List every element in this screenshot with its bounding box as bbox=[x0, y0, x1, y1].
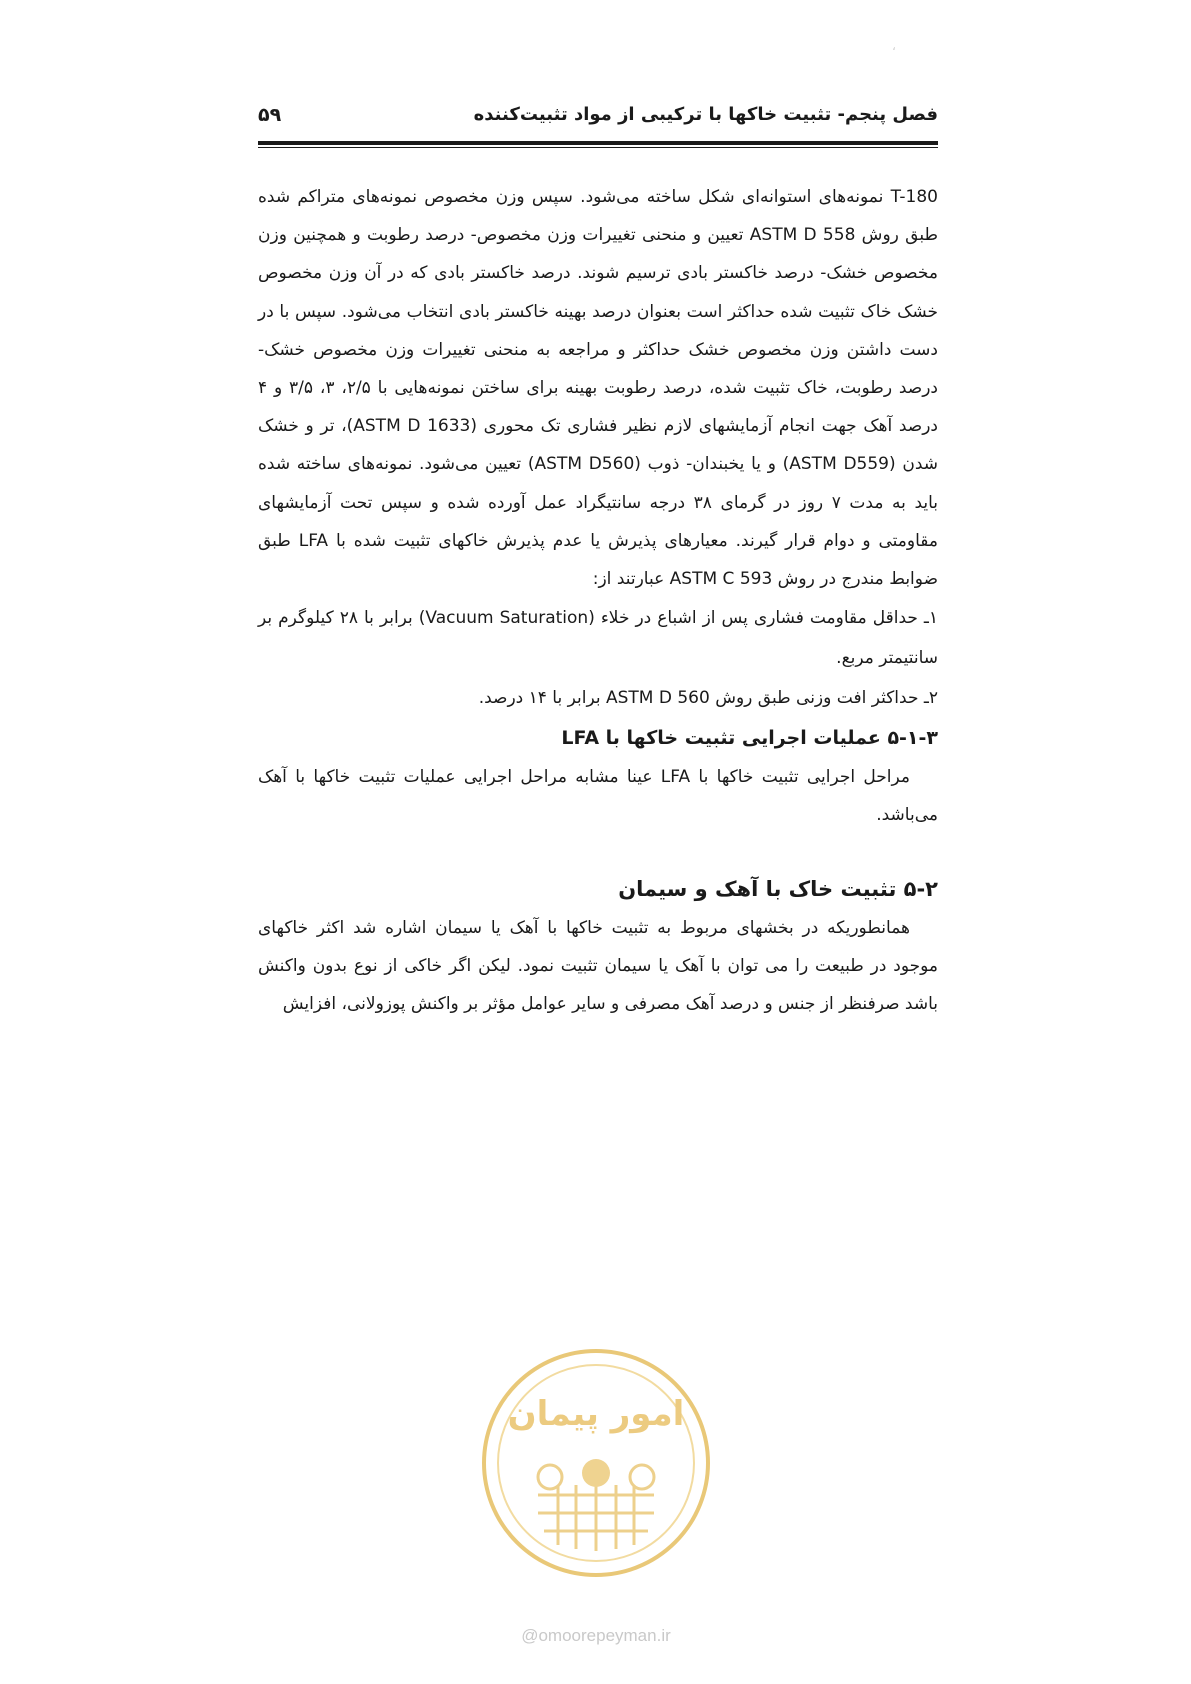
page-header bbox=[258, 104, 938, 140]
header-rule-thin bbox=[258, 147, 938, 148]
scan-mark: ، bbox=[892, 39, 896, 53]
page-body bbox=[258, 178, 938, 1023]
chapter-title: فصل پنجم- تثبیت خاکها با ترکیبی از مواد تثبیت‌کننده bbox=[473, 104, 938, 125]
watermark-logo bbox=[478, 1345, 714, 1581]
watermark-logo-text: امور پیمان bbox=[507, 1394, 685, 1434]
section-heading-lfa: ۵-۱-۳ عملیات اجرایی تثبیت خاکها با LFA bbox=[561, 727, 938, 750]
page-number: ۵۹ bbox=[258, 104, 282, 126]
section-paragraph-lfa: مراحل اجرایی تثبیت خاکها با LFA عینا مشابه مراحل اجرایی عملیات تثبیت خاکها با آهک می‌باشد. bbox=[258, 767, 938, 826]
header-rule bbox=[258, 141, 938, 145]
body-paragraph: T-180 نمونه‌های استوانه‌ای شکل ساخته می‌شود. سپس وزن مخصوص نمونه‌های متراکم شده طبق روش ASTM D 558 تعیین و منحنی تغییرات وزن مخصوص- درصد رطوبت و همچنین وزن مخصوص خشک- درصد خاکستر بادی ترسیم شوند. درصد خاکستر بادی که در آن وزن مخصوص خشک خاک تثبیت شده حداکثر است بعنوان درصد بهینه خاکستر بادی انتخاب می‌شود. سپس با در دست داشتن وزن مخصوص خشک حداکثر و مراجعه به منحنی تغییرات وزن مخصوص خشک-درصد رطوبت، خاک تثبیت شده، درصد رطوبت بهینه برای ساختن نمونه‌هایی با ۲/۵، ۳، ۳/۵ و ۴ درصد آهک جهت انجام آزمایشهای لازم نظیر فشاری تک محوری (ASTM D 1633)، تر و خشک شدن (ASTM D559) و یا یخبندان- ذوب (ASTM D560) تعیین می‌شود. نمونه‌های ساخته شده باید به مدت ۷ روز در گرمای ۳۸ درجه سانتیگراد عمل آورده شده و سپس تحت آزمایشهای مقاومتی و دوام قرار گیرند. معیارهای پذیرش یا عدم پذیرش خاکهای تثبیت شده با LFA طبق ضوابط مندرج در روش ASTM C 593 عبارتند از: bbox=[258, 187, 939, 590]
criteria-item-1: ۱ـ حداقل مقاومت فشاری پس از اشباع در خلاء (Vacuum Saturation) برابر با ۲۸ کیلوگرم بر سانتیمتر مربع. bbox=[258, 608, 938, 669]
criteria-item-2: ۲ـ حداکثر افت وزنی طبق روش ASTM D 560 برابر با ۱۴ درصد. bbox=[478, 688, 938, 709]
watermark-url: @omoorepeyman.ir bbox=[521, 1626, 671, 1645]
section-heading-lime-cement: ۵-۲ تثبیت خاک با آهک و سیمان bbox=[618, 876, 938, 901]
section-paragraph-lime-cement: همانطوریکه در بخشهای مربوط به تثبیت خاکها با آهک یا سیمان اشاره شد اکثر خاکهای موجود در طبیعت را می توان با آهک یا سیمان تثبیت نمود. لیکن اگر خاکی از نوع بدون واکنش باشد صرفنظر از جنس و درصد آهک مصرفی و سایر عوامل مؤثر بر واکنش پوزولانی، افزایش bbox=[258, 917, 938, 1015]
